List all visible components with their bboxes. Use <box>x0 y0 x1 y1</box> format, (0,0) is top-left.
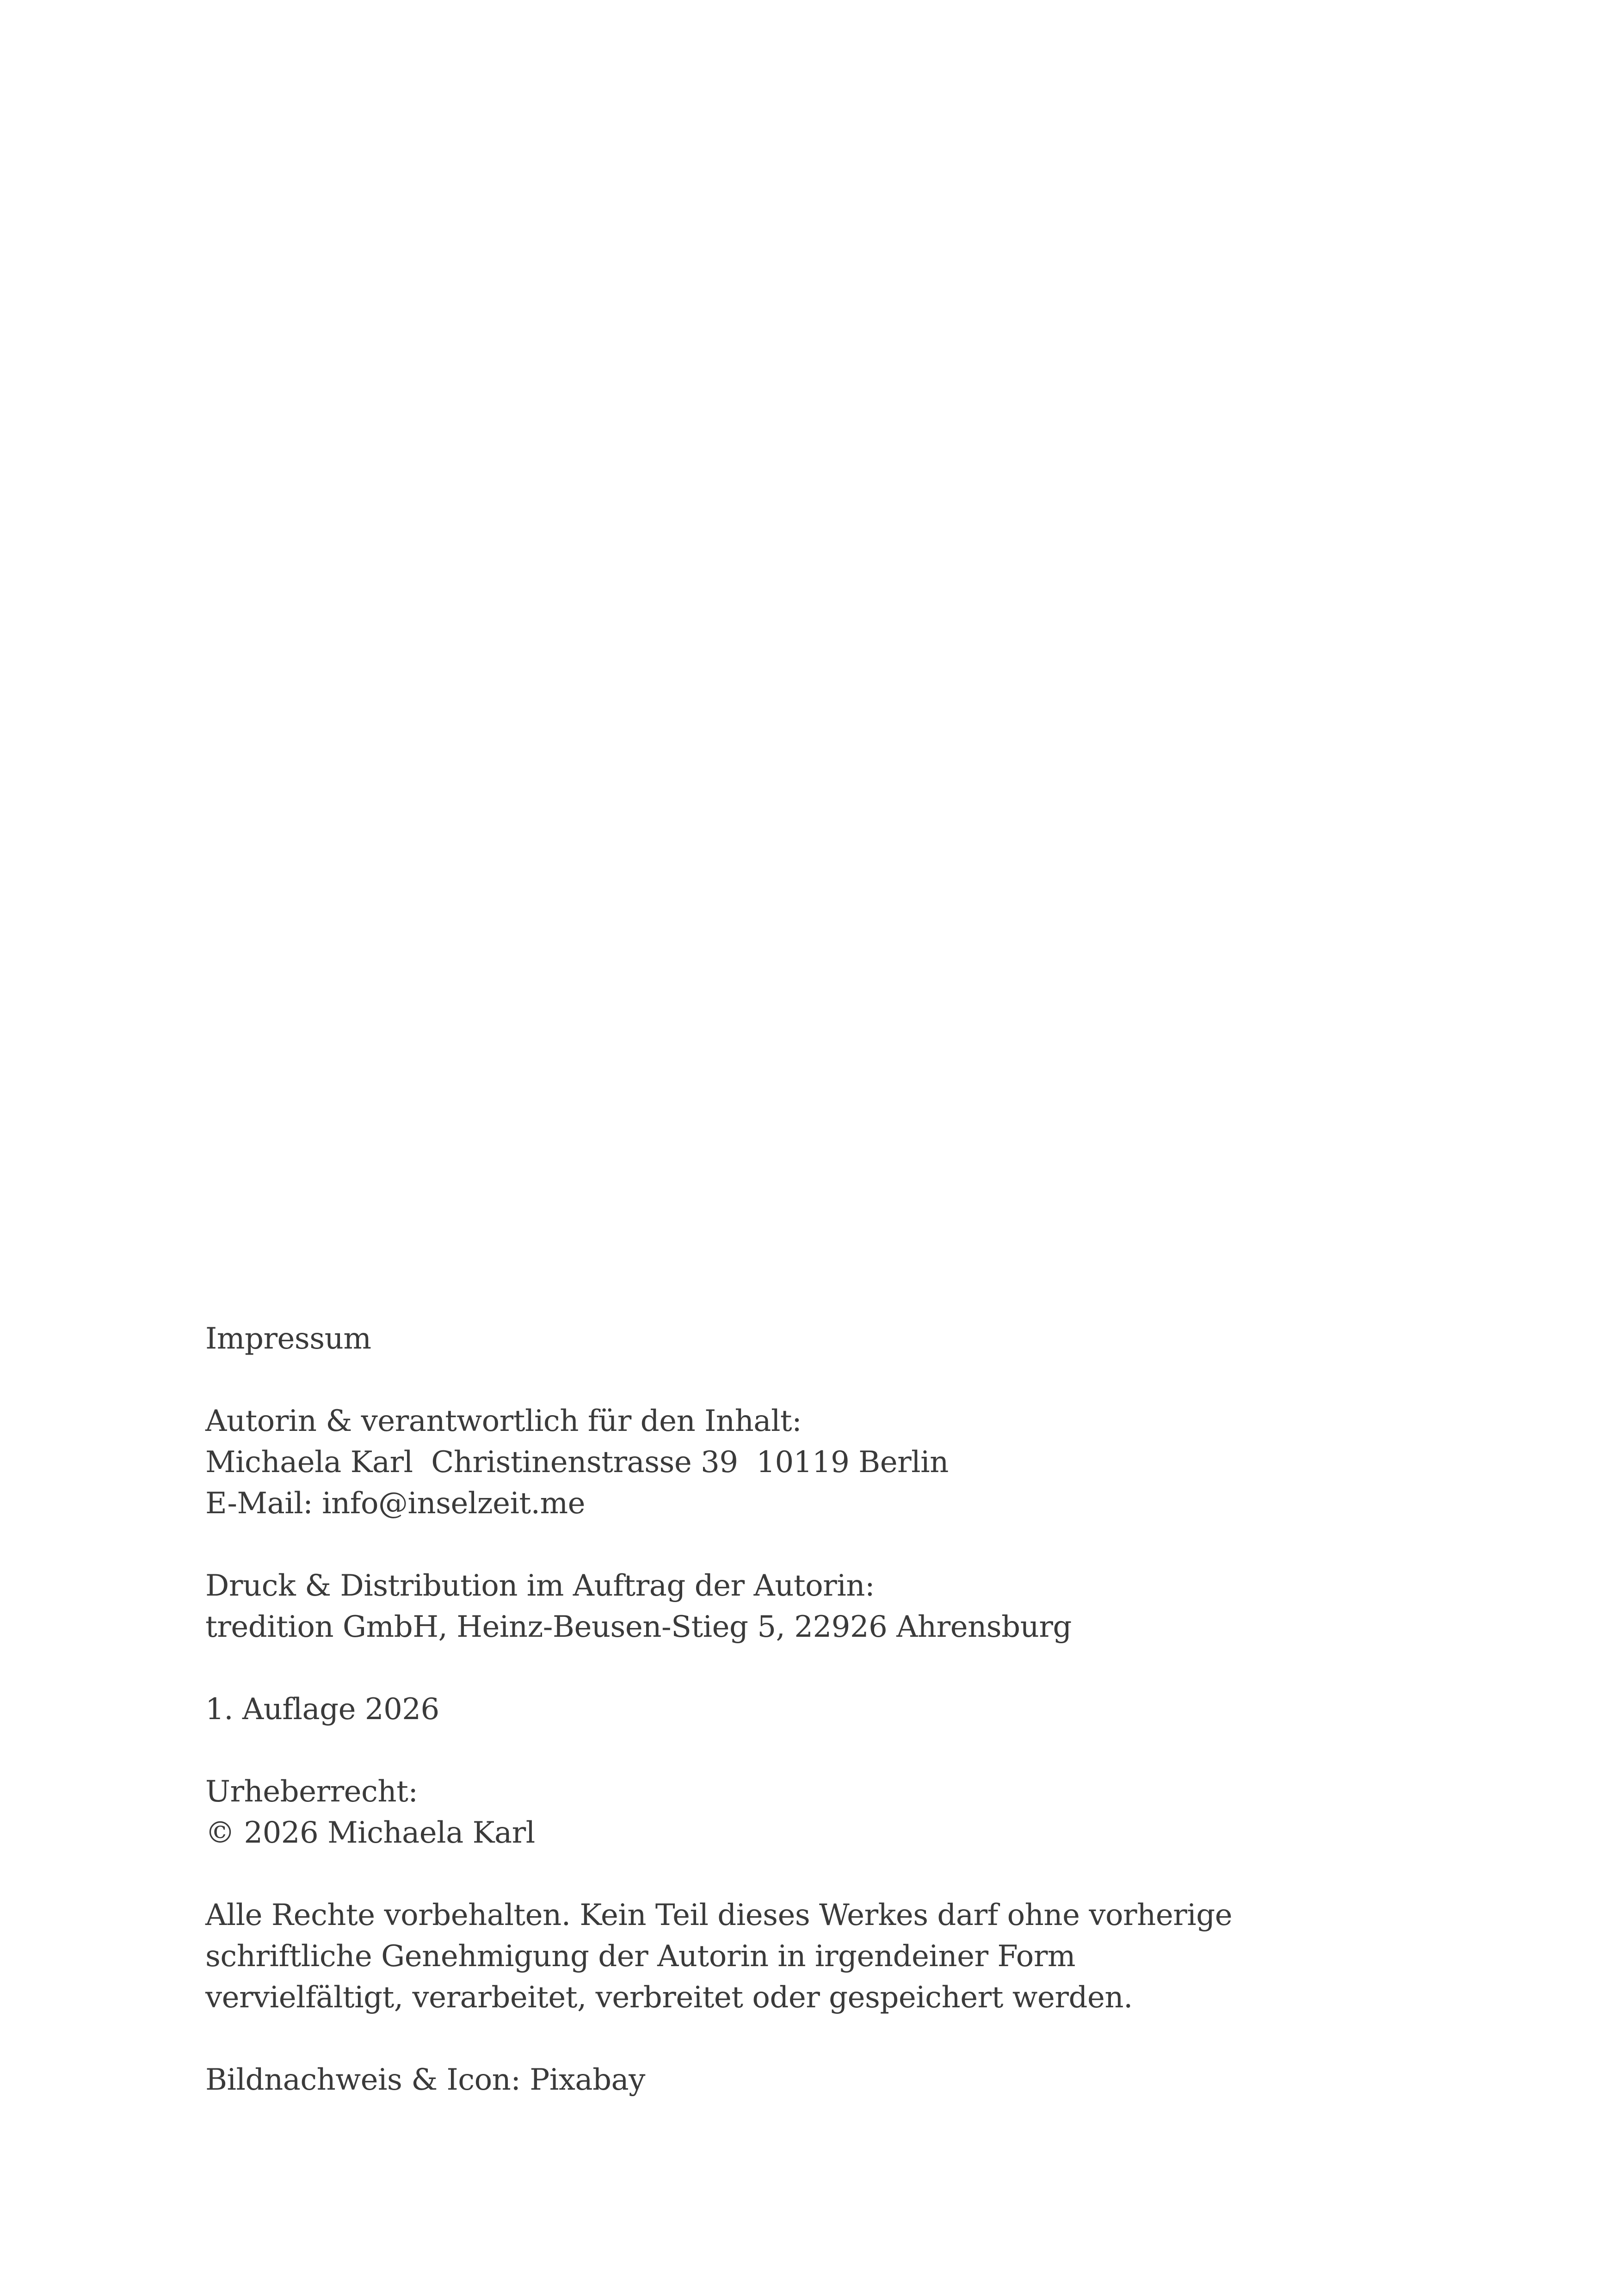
author-label: Autorin & verantwortlich für den Inhalt: <box>205 1404 802 1438</box>
imprint-section <box>205 1318 1454 2142</box>
author-address: Michaela Karl Christinenstrasse 39 10119 Berlin <box>205 1445 949 1479</box>
author-block <box>205 1401 1454 1524</box>
credits-text: Bildnachweis & Icon: Pixabay <box>205 2063 645 2097</box>
rights-line-3: vervielfältigt, verarbeitet, verbreitet oder gespeichert werden. <box>205 1980 1133 2015</box>
credits-block <box>205 2060 1454 2101</box>
print-publisher: tredition GmbH, Heinz-Beusen-Stieg 5, 22926 Ahrensburg <box>205 1610 1072 1644</box>
imprint-heading-block <box>205 1318 1454 1360</box>
copyright-notice: © 2026 Michaela Karl <box>205 1816 535 1850</box>
author-email: E-Mail: info@inselzeit.me <box>205 1486 586 1521</box>
print-label: Druck & Distribution im Auftrag der Autorin: <box>205 1569 875 1603</box>
edition-block <box>205 1689 1454 1730</box>
imprint-heading: Impressum <box>205 1322 371 1356</box>
rights-line-2: schriftliche Genehmigung der Autorin in irgendeiner Form <box>205 1939 1076 1974</box>
edition-text: 1. Auflage 2026 <box>205 1692 439 1727</box>
rights-line-1: Alle Rechte vorbehalten. Kein Teil dieses Werkes darf ohne vorherige <box>205 1898 1233 1932</box>
rights-block <box>205 1895 1454 2018</box>
print-block <box>205 1566 1454 1648</box>
copyright-label: Urheberrecht: <box>205 1775 418 1809</box>
copyright-block <box>205 1771 1454 1854</box>
